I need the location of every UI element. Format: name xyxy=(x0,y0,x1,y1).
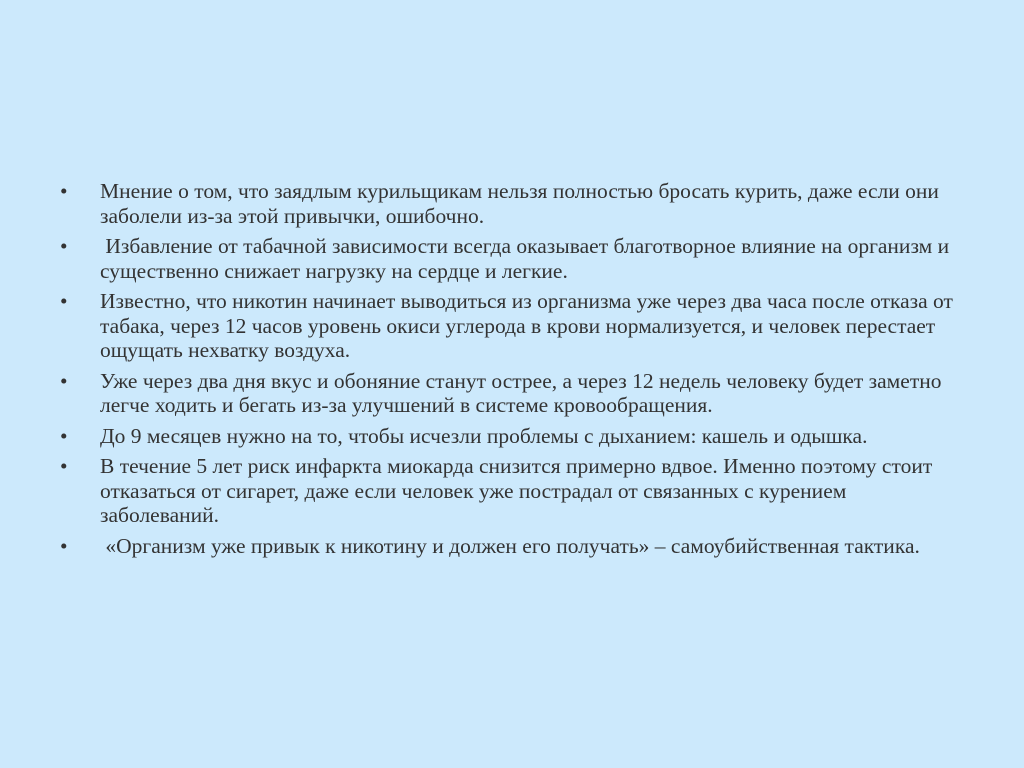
bullet-item xyxy=(60,424,965,449)
bullet-item xyxy=(60,454,965,528)
bullet-text: Уже через два дня вкус и обоняние станут острее, а через 12 недель человеку будет заметно легче ходить и бегать из-за улучшений в системе кровообращения. xyxy=(100,368,942,417)
bullet-item xyxy=(60,234,965,283)
bullet-text: Известно, что никотин начинает выводиться из организма уже через два часа после отказа от табака, через 12 часов уровень окиси углерода в крови нормализуется, и человек перестает ощущать нехватку воздуха. xyxy=(100,289,953,362)
bullet-mark: • xyxy=(60,179,68,203)
bullet-mark: • xyxy=(60,423,68,448)
bullet-mark: • xyxy=(60,289,68,313)
bullet-text: До 9 месяцев нужно на то, чтобы исчезли проблемы с дыханием: кашель и одышка. xyxy=(100,423,868,448)
bullet-mark: • xyxy=(60,454,68,478)
bullet-mark: • xyxy=(60,234,68,258)
bullet-item xyxy=(60,289,965,363)
bullet-text: «Организм уже привык к никотину и должен его получать» – самоубийственная тактика. xyxy=(100,533,920,558)
bullet-item xyxy=(60,179,965,228)
bullet-text: Избавление от табачной зависимости всегда оказывает благотворное влияние на организм и существенно снижает нагрузку на сердце и легкие. xyxy=(100,234,955,283)
bullet-mark: • xyxy=(60,368,68,393)
bullet-mark: • xyxy=(60,533,68,558)
bullet-text: Мнение о том, что заядлым курильщикам нельзя полностью бросать курить, даже если они заболели из-за этой привычки, ошибочно. xyxy=(100,179,939,228)
bullet-item xyxy=(60,534,965,559)
bullet-text: В течение 5 лет риск инфаркта миокарда снизится примерно вдвое. Именно поэтому стоит отказаться от сигарет, даже если человек уже пострадал от связанных с курением заболеваний. xyxy=(100,454,933,527)
bullet-list xyxy=(60,179,965,564)
bullet-item xyxy=(60,369,965,418)
